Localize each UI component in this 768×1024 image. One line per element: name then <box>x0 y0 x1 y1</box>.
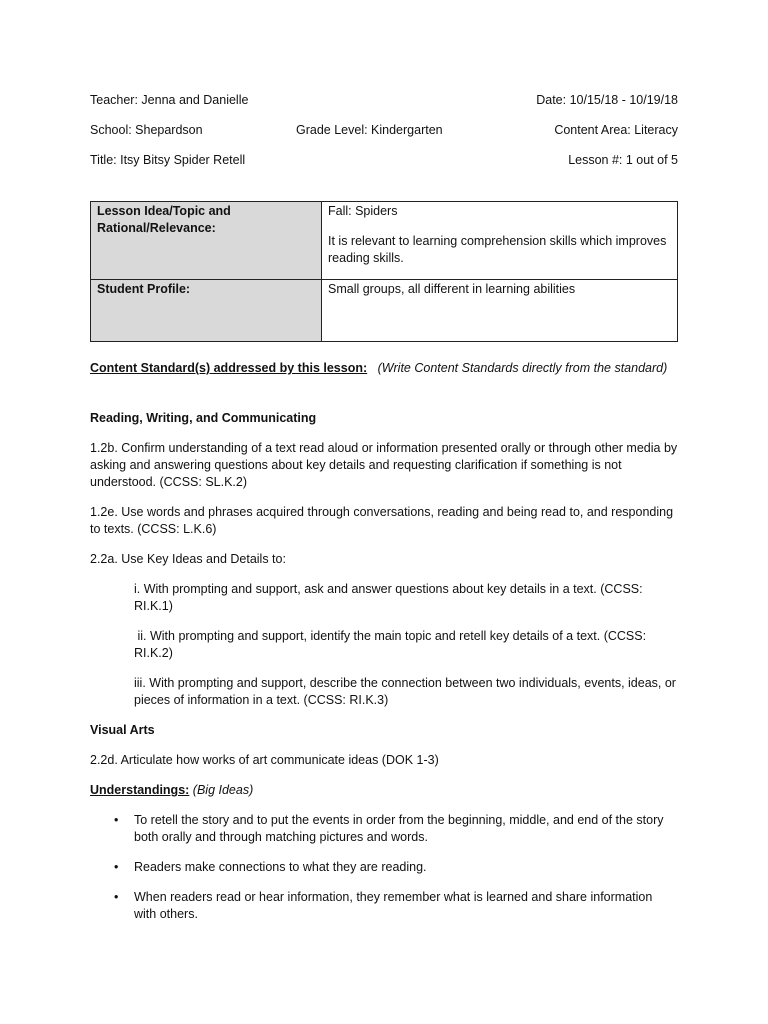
topic-label: Lesson Idea/Topic and Rational/Relevance: <box>91 202 322 280</box>
standard-2-2a-iii: iii. With prompting and support, describe the connection between two individuals, events, ideas, or pieces of information in a text. (CCSS: RI.K.3) <box>134 676 676 707</box>
header-row-2 <box>90 122 678 152</box>
school-field: School: Shepardson <box>90 123 203 137</box>
table-row <box>91 202 678 280</box>
list-item: • Readers make connections to what they are reading. <box>90 859 678 876</box>
understandings-list <box>90 812 678 923</box>
lesson-plan-page <box>90 92 678 936</box>
topic-line-1: Fall: Spiders <box>328 204 398 218</box>
content-standards-note: (Write Content Standards directly from the standard) <box>377 361 668 375</box>
list-item: • When readers read or hear information, they remember what is learned and share information with others. <box>90 889 678 923</box>
student-profile-value: Small groups, all different in learning abilities <box>322 280 678 342</box>
standard-2-2d: 2.2d. Articulate how works of art communicate ideas (DOK 1-3) <box>90 753 439 767</box>
content-standards-heading: Content Standard(s) addressed by this lesson: <box>90 361 368 375</box>
standard-2-2a-ii: ii. With prompting and support, identify the main topic and retell key details of a text. (CCSS: RI.K.2) <box>134 629 650 660</box>
header-row-3 <box>90 152 678 182</box>
list-item: • To retell the story and to put the events in order from the beginning, middle, and end of the story both orally and through matching pictures and words. <box>90 812 678 846</box>
lesson-info-table <box>90 201 678 342</box>
date-field: Date: 10/15/18 - 10/19/18 <box>536 93 678 107</box>
standard-1-2e: 1.2e. Use words and phrases acquired through conversations, reading and being read to, and responding to texts. (CCSS: L.K.6) <box>90 505 674 536</box>
understandings-note: (Big Ideas) <box>192 783 254 797</box>
content-standards-heading-line <box>90 360 678 377</box>
content-area-field: Content Area: Literacy <box>554 123 678 137</box>
section-title-reading: Reading, Writing, and Communicating <box>90 411 317 425</box>
topic-value <box>322 202 678 280</box>
grade-level-field: Grade Level: Kindergarten <box>296 123 443 137</box>
standard-2-2a: 2.2a. Use Key Ideas and Details to: <box>90 552 286 566</box>
lesson-title-field: Title: Itsy Bitsy Spider Retell <box>90 153 246 167</box>
lesson-number-field: Lesson #: 1 out of 5 <box>568 153 678 167</box>
header-row-1 <box>90 92 678 122</box>
section-title-visual-arts: Visual Arts <box>90 723 155 737</box>
standard-2-2a-i: i. With prompting and support, ask and answer questions about key details in a text. (CCSS: RI.K.1) <box>134 582 643 613</box>
topic-line-2: It is relevant to learning comprehension skills which improves reading skills. <box>328 234 667 265</box>
understandings-heading-line <box>90 782 678 799</box>
standard-1-2b: 1.2b. Confirm understanding of a text read aloud or information presented orally or through other media by asking and answering questions about key details and requesting clarification if something is not understood. (CCSS: SL.K.2) <box>90 441 678 489</box>
student-profile-label: Student Profile: <box>91 280 322 342</box>
teacher-field: Teacher: Jenna and Danielle <box>90 93 249 107</box>
table-row <box>91 280 678 342</box>
understandings-heading: Understandings: <box>90 783 190 797</box>
